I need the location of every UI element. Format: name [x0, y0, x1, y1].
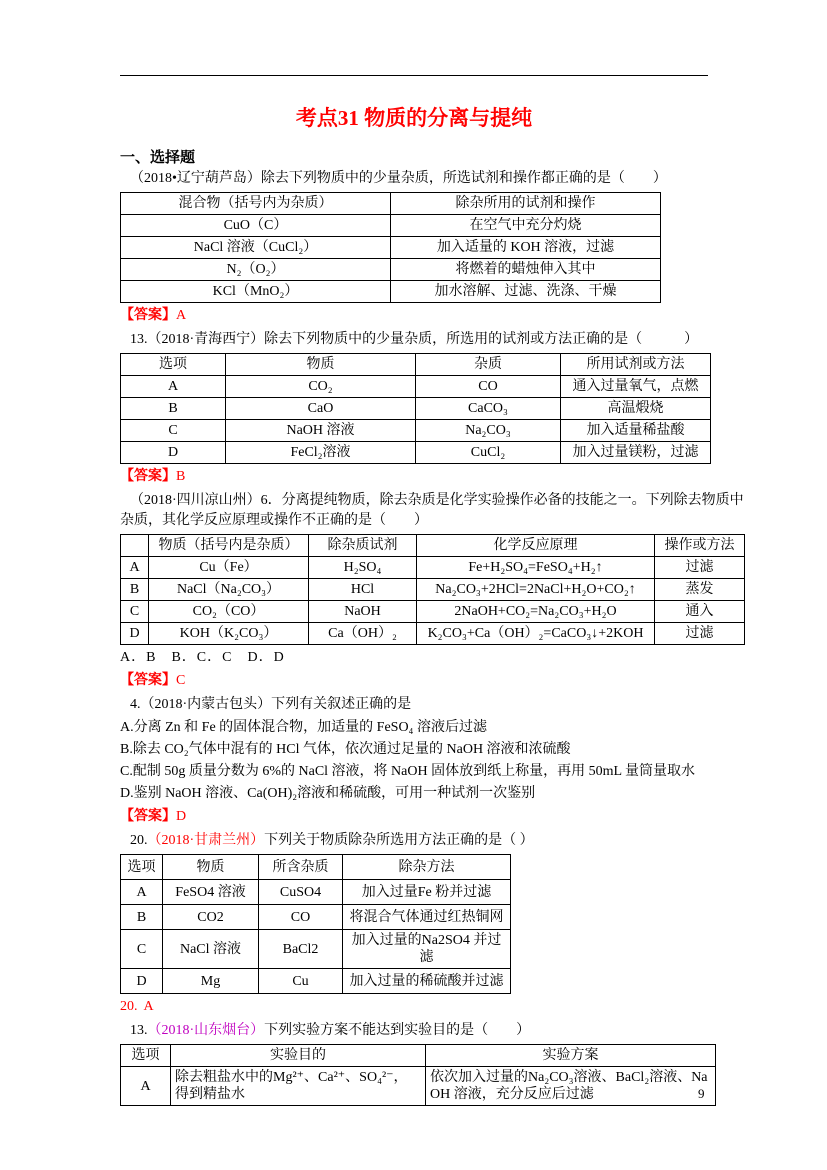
table-header-cell: 所用试剂或方法: [561, 354, 711, 376]
table-row: [121, 281, 661, 303]
q3-stem: （2018·四川凉山州）6．分离提纯物质，除去杂质是化学实验操作必备的技能之一。下列除去物质中杂质，其化学反应原理或操作不正确的是（ ）: [120, 493, 744, 528]
table-cell: H₂SO₄: [309, 557, 417, 579]
table-cell: 2NaOH+CO₂=Na₂CO₃+H₂O: [417, 601, 655, 623]
table-cell: CaCO₃: [416, 398, 561, 420]
table-cell: A: [121, 1067, 171, 1106]
table-cell: 加入过量镁粉，过滤: [561, 442, 711, 464]
table-cell: Na₂CO₃: [416, 420, 561, 442]
table-row: [121, 930, 511, 969]
table-header-row: [121, 855, 511, 880]
table-cell: Ca（OH）₂: [309, 623, 417, 645]
q2-answer: [120, 467, 746, 487]
table-cell: B: [121, 398, 226, 420]
answer-value: A: [176, 308, 187, 323]
table-cell: 加入过量的Na2SO4 并过滤: [343, 930, 511, 969]
table-row: [121, 376, 711, 398]
table-cell: Cu: [259, 969, 343, 994]
q6-number: 13.: [130, 1023, 148, 1038]
table-cell: 高温煅烧: [561, 398, 711, 420]
table-cell: BaCl2: [259, 930, 343, 969]
table-cell: 加入适量稀盐酸: [561, 420, 711, 442]
table-header-cell: 混合物（括号内为杂质）: [121, 193, 391, 215]
table-row: [121, 420, 711, 442]
table-cell: CO₂: [226, 376, 416, 398]
table-cell: NaOH: [309, 601, 417, 623]
answer-value: A: [143, 999, 154, 1014]
table-row: [121, 442, 711, 464]
table-cell: 在空气中充分灼烧: [391, 215, 661, 237]
table-cell: NaCl（Na₂CO₃）: [149, 579, 309, 601]
table-row: [121, 215, 661, 237]
table-header-cell: 除杂方法: [343, 855, 511, 880]
q6-stem: [120, 1021, 746, 1041]
table-cell: 通入过量氧气，点燃: [561, 376, 711, 398]
answer-value: D: [176, 809, 187, 824]
table-cell: NaCl 溶液: [163, 930, 259, 969]
table-cell: B: [121, 579, 149, 601]
table-cell: 加水溶解、过滤、洗涤、干燥: [391, 281, 661, 303]
table-cell: 除去粗盐水中的Mg²⁺、Ca²⁺、SO₄²⁻，得到精盐水: [171, 1067, 426, 1106]
table-cell: 将燃着的蜡烛伸入其中: [391, 259, 661, 281]
table-row: [121, 601, 745, 623]
q6-table: [120, 1044, 716, 1106]
table-header-cell: 实验目的: [171, 1045, 426, 1067]
table-cell: 依次加入过量的Na₂CO₃溶液、BaCl₂溶液、NaOH 溶液，充分反应后过滤: [426, 1067, 716, 1106]
answer-value: B: [176, 469, 186, 484]
page-number: 9: [698, 1086, 705, 1101]
header-divider: [120, 75, 708, 76]
q6-stem-text: 下列实验方案不能达到实验目的是（ ）: [264, 1023, 531, 1038]
table-cell: K₂CO₃+Ca（OH）₂=CaCO₃↓+2KOH: [417, 623, 655, 645]
table-cell: N₂（O₂）: [121, 259, 391, 281]
table-cell: FeSO4 溶液: [163, 880, 259, 905]
table-row: [121, 259, 661, 281]
table-cell: NaCl 溶液（CuCl₂）: [121, 237, 391, 259]
table-row: [121, 398, 711, 420]
table-header-cell: 选项: [121, 855, 163, 880]
answer-label: 【答案】: [120, 809, 176, 824]
table-cell: CO₂（CO）: [149, 601, 309, 623]
table-cell: KOH（K₂CO₃）: [149, 623, 309, 645]
q3-table: [120, 534, 745, 645]
q4-option-c: C.配制 50g 质量分数为 6%的 NaCl 溶液，将 NaOH 固体放到纸上称量，再用 50mL 量筒量取水: [120, 764, 696, 779]
q1-stem: （2018•辽宁葫芦岛）除去下列物质中的少量杂质，所选试剂和操作都正确的是（ ）: [130, 171, 667, 186]
table-header-cell: 物质: [226, 354, 416, 376]
table-header-cell: 杂质: [416, 354, 561, 376]
table-cell: A: [121, 557, 149, 579]
q2-stem: 13.（2018·青海西宁）除去下列物质中的少量杂质，所选用的试剂或方法正确的是（ ）: [130, 332, 699, 347]
table-cell: CuCl₂: [416, 442, 561, 464]
table-header-cell: 物质（括号内是杂质）: [149, 535, 309, 557]
table-cell: FeCl₂溶液: [226, 442, 416, 464]
table-cell: A: [121, 880, 163, 905]
table-row: [121, 880, 511, 905]
q5-table: [120, 854, 511, 994]
table-cell: D: [121, 969, 163, 994]
q2-table: [120, 353, 711, 464]
table-header-cell: 物质: [163, 855, 259, 880]
q5-answer-number: 20.: [120, 999, 138, 1014]
table-cell: D: [121, 623, 149, 645]
table-row: [121, 1067, 716, 1106]
table-cell: CO: [416, 376, 561, 398]
answer-label: 【答案】: [120, 469, 176, 484]
table-cell: CO2: [163, 905, 259, 930]
table-header-row: [121, 535, 745, 557]
table-header-cell: 选项: [121, 1045, 171, 1067]
q5-stem-text: 下列关于物质除杂所选用方法正确的是（ ）: [264, 833, 534, 848]
q4-option-a: A.分离 Zn 和 Fe 的固体混合物，加适量的 FeSO₄ 溶液后过滤: [120, 720, 487, 735]
table-cell: 过滤: [655, 557, 745, 579]
table-cell: CO: [259, 905, 343, 930]
table-cell: Fe+H₂SO₄=FeSO₄+H₂↑: [417, 557, 655, 579]
table-cell: 加入过量的稀硫酸并过滤: [343, 969, 511, 994]
q3-answer: [120, 671, 746, 691]
table-cell: B: [121, 905, 163, 930]
table-header-cell: 化学反应原理: [417, 535, 655, 557]
q4-option-b: B.除去 CO₂气体中混有的 HCl 气体，依次通过足量的 NaOH 溶液和浓硫酸: [120, 742, 571, 757]
document-content: [120, 96, 746, 1109]
table-row: [121, 969, 511, 994]
table-row: [121, 905, 511, 930]
table-cell: 将混合气体通过红热铜网: [343, 905, 511, 930]
table-cell: 通入: [655, 601, 745, 623]
table-cell: HCl: [309, 579, 417, 601]
q4-stem: 4.（2018·内蒙古包头）下列有关叙述正确的是: [130, 697, 412, 712]
q3-choices: A．B B．C．C D．D: [120, 650, 285, 665]
table-header-cell: 选项: [121, 354, 226, 376]
table-cell: 加入适量的 KOH 溶液，过滤: [391, 237, 661, 259]
q5-stem: [120, 831, 746, 851]
table-header-row: [121, 354, 711, 376]
q4-option-d: D.鉴别 NaOH 溶液、Ca(OH)₂溶液和稀硫酸，可用一种试剂一次鉴别: [120, 786, 536, 801]
table-header-cell: [121, 535, 149, 557]
table-header-row: [121, 1045, 716, 1067]
table-row: [121, 237, 661, 259]
table-cell: Cu（Fe）: [149, 557, 309, 579]
table-cell: CuSO4: [259, 880, 343, 905]
table-cell: NaOH 溶液: [226, 420, 416, 442]
table-cell: 过滤: [655, 623, 745, 645]
table-cell: 加入过量Fe 粉并过滤: [343, 880, 511, 905]
table-row: [121, 557, 745, 579]
answer-label: 【答案】: [120, 673, 176, 688]
q1-table: [120, 192, 661, 303]
table-header-cell: 除杂所用的试剂和操作: [391, 193, 661, 215]
table-header-cell: 实验方案: [426, 1045, 716, 1067]
table-header-cell: 操作或方法: [655, 535, 745, 557]
table-cell: CuO（C）: [121, 215, 391, 237]
table-row: [121, 579, 745, 601]
table-cell: Mg: [163, 969, 259, 994]
q1-answer: [120, 306, 746, 326]
table-cell: A: [121, 376, 226, 398]
q6-source: （2018·山东烟台）: [147, 1023, 265, 1038]
table-cell: D: [121, 442, 226, 464]
q5-answer: [120, 997, 746, 1017]
table-cell: Na₂CO₃+2HCl=2NaCl+H₂O+CO₂↑: [417, 579, 655, 601]
table-cell: C: [121, 420, 226, 442]
q5-number: 20.: [130, 833, 148, 848]
page-title: 考点31 物质的分离与提纯: [295, 106, 533, 130]
table-cell: C: [121, 930, 163, 969]
q5-source: （2018·甘肃兰州）: [147, 833, 265, 848]
table-cell: CaO: [226, 398, 416, 420]
table-cell: KCl（MnO₂）: [121, 281, 391, 303]
table-header-cell: 除杂质试剂: [309, 535, 417, 557]
answer-value: C: [176, 673, 186, 688]
table-cell: 蒸发: [655, 579, 745, 601]
table-header-row: [121, 193, 661, 215]
table-cell: C: [121, 601, 149, 623]
table-header-cell: 所含杂质: [259, 855, 343, 880]
table-row: [121, 623, 745, 645]
answer-label: 【答案】: [120, 308, 176, 323]
q4-answer: [120, 807, 746, 827]
section-heading: 一、选择题: [120, 150, 196, 166]
